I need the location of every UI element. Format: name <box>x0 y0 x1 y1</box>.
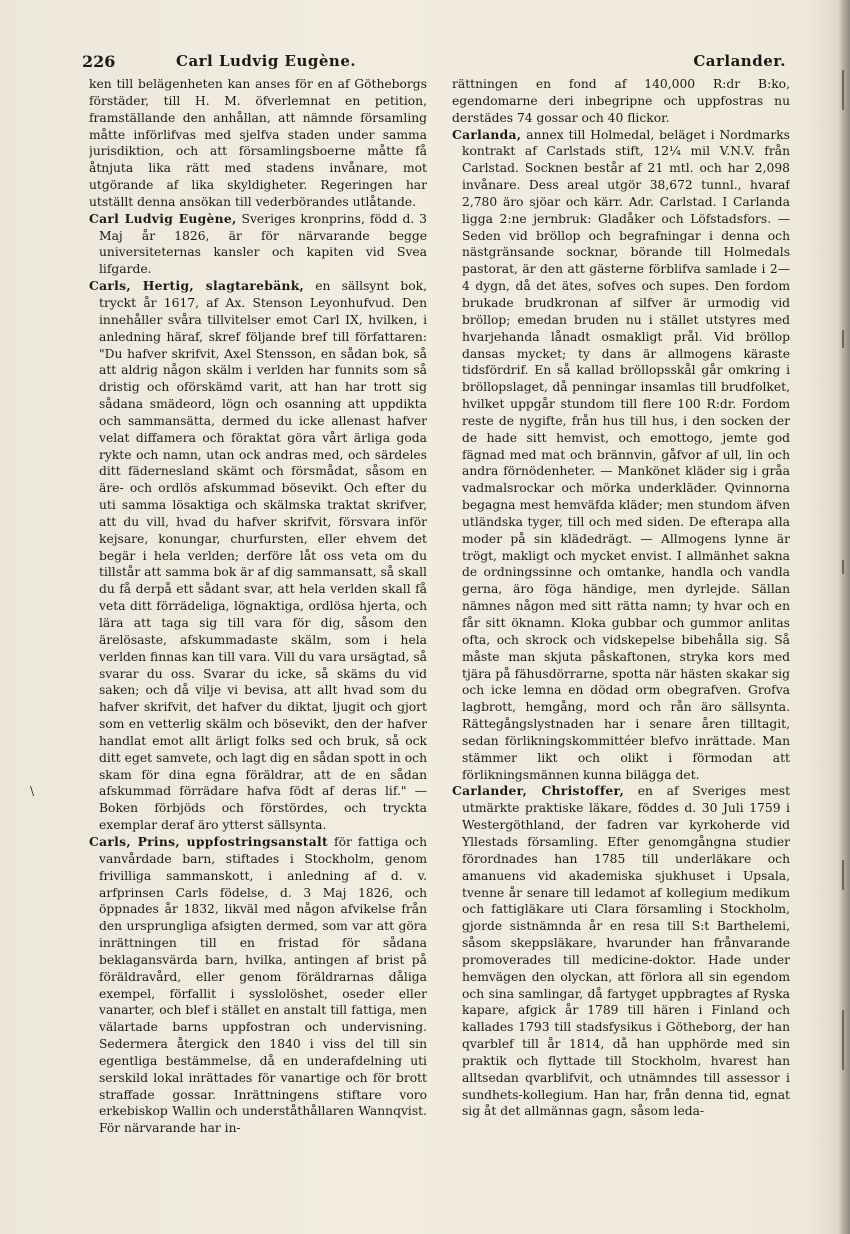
entry-carls-prins-uppfostringsanstalt <box>89 834 427 1137</box>
entry-headword: Carls, Hertig, slagtarebänk, <box>89 278 305 294</box>
continued-paragraph: rättningen en fond af 140,000 R:dr B:ko, egendomarne deri inbegripne och uppfostras nu derstädes 74 gossar och 40 flickor. <box>452 77 790 125</box>
entry-text: för fattiga och vanvårdade barn, stiftades i Stockholm, genom frivilliga sammanskott, i anledning af d. v. arfprinsen Carls födelse, d. 3 Maj 1826, och öppnades år 1832, likväl med någon afvikelse från den ursprungliga afsigten dermed, som var att göra inrättningen till en fristad för sådana beklagansvärda barn, hvilka, antingen af brist på föräldravård, eller genom föräldrarnas dåliga exempel, förfallit i sysslolöshet, oseder eller vanarter, och blef i stället en anstalt till fattiga, men välartade barns uppfostran och undervisning. Sedermera återgick den 1840 i viss del till sin egentliga bestämmelse, då en underafdelning uti serskild lokal inrättades för vanartige och för brott straffade gossar. Inrättningens stiftare voro erkebiskop Wallin och underståthållaren Wannqvist. För närvarande har in- <box>99 834 427 1136</box>
entry-carlanda <box>452 127 790 784</box>
entry-text: Sveriges kronprins, född d. 3 Maj år 1826, är för närvarande begge universiteternas kansler och kapiten vid Svea lifgarde. <box>99 211 427 277</box>
edge-mark <box>842 330 844 348</box>
right-column <box>452 76 790 1166</box>
page-edge-shadow <box>838 0 850 1234</box>
running-header <box>82 50 798 76</box>
entry-text: annex till Holmedal, beläget i Nordmarks kontrakt af Carlstads stift, 12¼ mil V.N.V. från Carlstad. Socknen består af 21 mtl. och har 2,098 invånare. Dess areal utgör 38,672 tunnl., hvaraf 2,780 äro sjöar och kärr. Adr. Carlstad. I Carlanda ligga 2:ne jernbruk: Gladåker och Löfstadsfors. — Seden vid bröllop och begrafningar i denna och nästgränsande socknar, börande till Holmedals pastorat, är den att gästerne förblifva samlade i 2—4 dygn, då det ätes, sofves och supes. Den fordom brukade brudkronan af silfver är urmodig vid bröllop; emedan bruden nu i stället utstyres med hvarjehanda lånadt osmakligt prål. Vid bröllop dansas mycket; ty dans är allmogens käraste tidsfördrif. En så kallad bröllopsskål går omkring i bröllopslaget, då penningar insamlas till brudfolket, hvilket uppgår stundom till flere 100 R:dr. Fordom reste de nygifte, från hus till hus, i den socken der de hade sitt hemvist, och emottogo, jemte god fägnad med mat och brännvin, gåfvor af ull, lin och andra förnödenheter. — Mankönet kläder sig i gråa vadmalsrockar och mörka underkläder. Qvinnorna begagna mest hemväfda kläder; men stundom äfven utländska tyger, till och med siden. De efterapa alla moder på sin klädedrägt. — Allmogens lynne är trögt, makligt och mycket envist. I allmänhet sakna de ordningssinne och omtanke, handla och vandla gerna, äro föga händige, men dyrlejde. Sällan nämnes någon med sitt rätta namn; ty hvar och en får sitt öknamn. Kloka gubbar och gummor anlitas ofta, och skrock och vidskepelse bibehålla sig. Så måste man skjuta påskaftonen, stryka kors med tjära på fähusdörrarne, spotta när hästen skakar sig och icke lemna en dödad orm obegrafven. Grofva lagbrott, hemgång, mord och rån äro sällsynta. Rättegångslystnaden har i senare åren tilltagit, sedan förlikningskommittéer blefvo inrättade. Man stämmer likt och olikt i förmodan att förlikningsmännen kunna bilägga det. <box>462 127 790 782</box>
edge-mark <box>842 70 844 110</box>
margin-mark: \ <box>30 784 35 798</box>
entry-carlander-christoffer <box>452 783 790 1120</box>
entry-headword: Carlander, Christoffer, <box>452 783 625 799</box>
edge-mark <box>842 1010 844 1070</box>
entry-headword: Carls, Prins, uppfostringsanstalt <box>89 833 328 849</box>
entry-carl-ludvig-eugene <box>89 211 427 278</box>
left-column <box>89 76 427 1166</box>
entry-carls-hertig-slagtarebank <box>89 278 427 834</box>
entry-text: en af Sveriges mest utmärkte praktiske läkare, föddes d. 30 Juli 1759 i Westergöthland, der fadren var kyrkoherde vid Yllestads församling. Efter genomgångna studier förordnades han 1785 till underläkare och amanuens vid akademiska sjukhuset i Upsala, tvenne år senare till ledamot af kollegium medikum och fattigläkare uti Clara församling i Stockholm, gjorde sistnämnda år en resa till S:t Barthelemi, såsom skeppsläkare, hvarunder han frånvarande promoverades till medicine-doktor. Hade under hemvägen den olyckan, att förlora all sin egendom och sina samlingar, då fartyget uppbragtes af Ryska kapare, afgick år 1789 till hären i Finland och kallades 1793 till stadsfysikus i Götheborg, der han qvarblef till år 1814, då han upphörde med sin praktik och flyttade till Stockholm, hvarest han alltsedan qvarblifvit, och utnämndes till assessor i sundhets-kollegium. Han har, från denna tid, egnat sig åt det allmännas gagn, såsom leda- <box>462 784 790 1119</box>
running-title-left: Carl Ludvig Eugène. <box>176 52 357 70</box>
edge-mark <box>842 860 844 890</box>
page-number: 226 <box>82 52 116 71</box>
continued-paragraph: ken till belägenheten kan anses för en af Götheborgs förstäder, till H. M. öfverlemnat en petition, framställande den anhållan, att nämnde församling måtte införlifvas med sjelfva staden under samma jurisdiktion, och att församlingsboerne måtte få åtnjuta lika rätt med stadens invånare, mot utgörande af lika skyldigheter. Regeringen har utställt denna ansökan till vederbörandes utlåtande. <box>89 77 427 209</box>
edge-mark <box>842 560 844 574</box>
entry-text: en sällsynt bok, tryckt år 1617, af Ax. Stenson Leyonhufvud. Den innehåller svåra tillvitelser emot Carl IX, hvilken, i anledning häraf, skref följande bref till författaren: "Du hafver skrifvit, Axel Stensson, en sådan bok, så att aldrig någon skälm i verlden har funnits som så dristig och oförskämd varit, att han har trott sig sådana smädeord, lögn och osanning att uppdikta och sammansätta, dermed du icke allenast hafver velat diffamera och föraktat göra vårt ärliga goda rykte och namn, utan ock andras med, och särdeles ditt fädernesland skämt och försmådat, såsom en äre- och ordlös afskummad bösevikt. Och efter du uti samma lösaktiga och skälmska traktat skrifver, att du vill, hvad du hafver skrifvit, försvara inför kejsare, konungar, churfursten, eller ehvem det begär i hela verlden; derföre låt oss veta om du tillstår att samma bok är af dig sammansatt, så skall du få derpå ett sådant svar, att hela verlden skall få veta ditt förrädeliga, lögnaktiga, ordlösa hjerta, och lära att taga sig till vara för dig, såsom den ärelösaste, afskummadaste skälm, som i hela verlden finnas kan till vara. Vill du vara ursägtad, så svarar du oss. Svarar du icke, så skäms du vid saken; och då vilje vi bevisa, att allt hvad som du hafver skrifvit, det hafver du diktat, ljugit och gjort som en vetterlig skälm och bösevikt, den der hafver handlat emot allt ärligt folks sed och bruk, så ock ditt eget samvete, och lagt dig en sådan spott in och skam för dina egna föräldrar, att de en sådan afskummad förrädare hafva födt af deras lif." — Boken förbjöds och förstördes, och tryckta exemplar deraf äro ytterst sällsynta. <box>99 279 427 833</box>
entry-headword: Carlanda, <box>452 126 522 142</box>
entry-headword: Carl Ludvig Eugène, <box>89 210 237 226</box>
running-title-right: Carlander. <box>693 52 786 70</box>
